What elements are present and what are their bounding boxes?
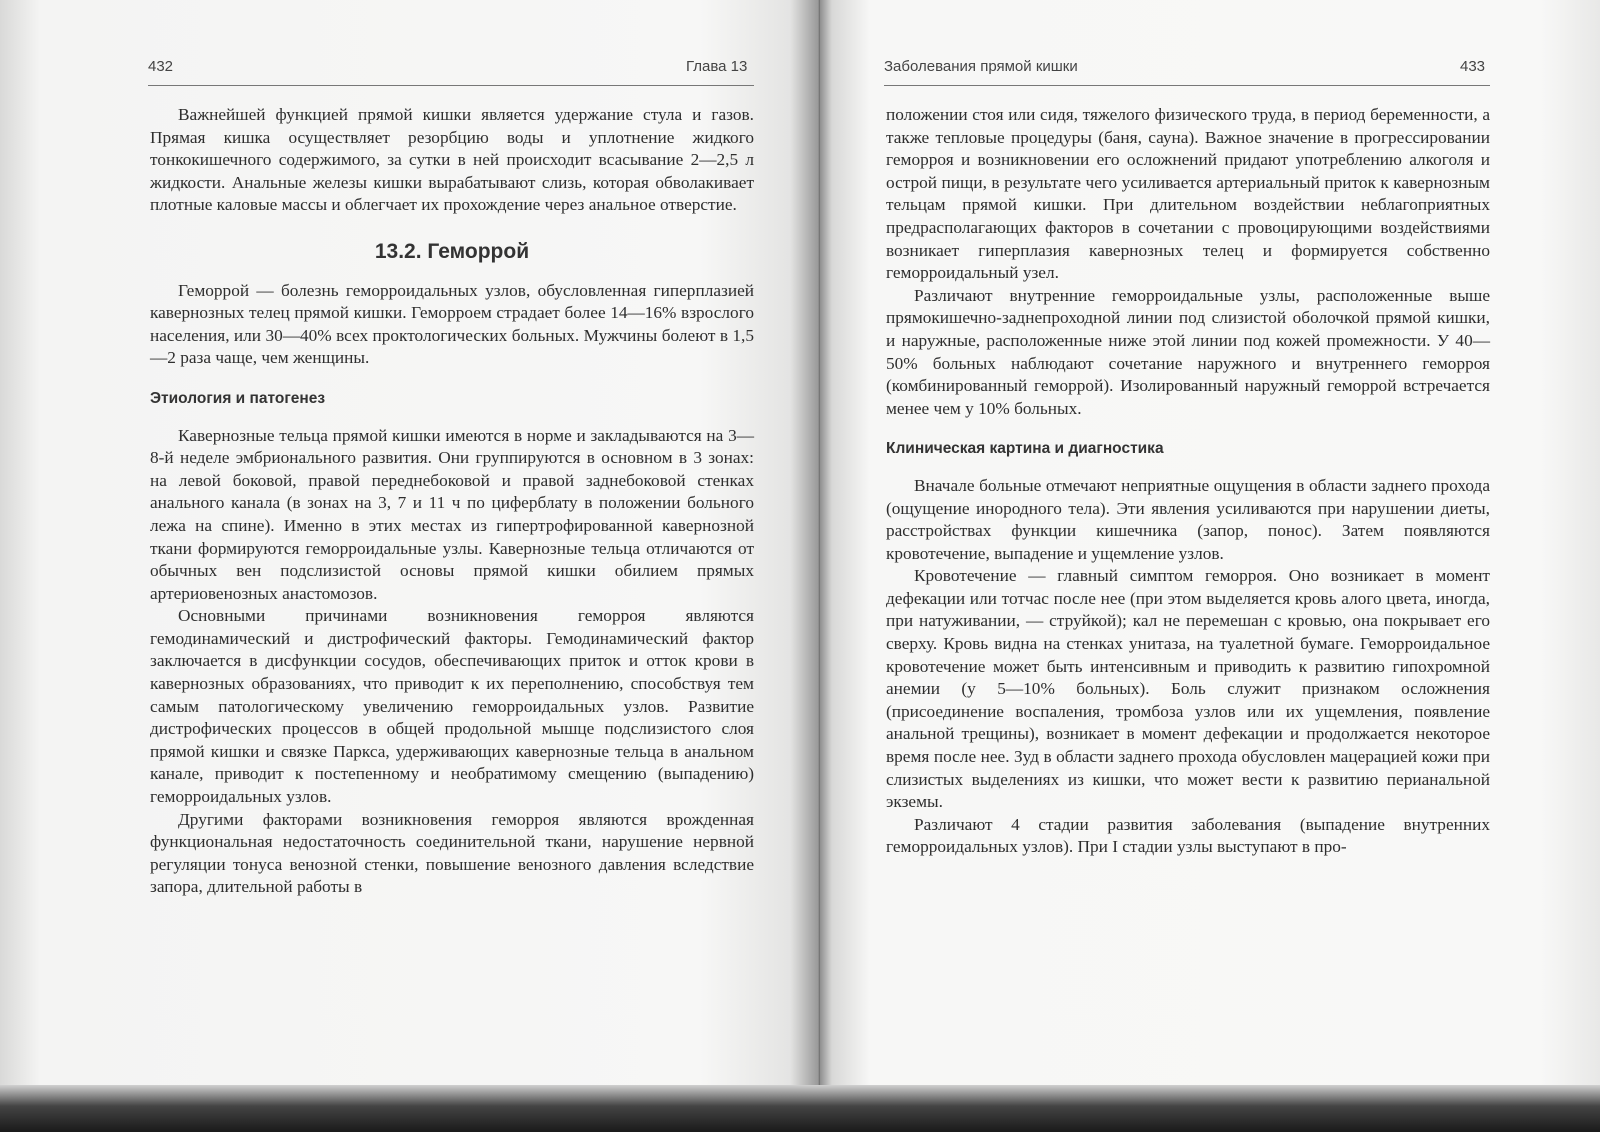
section-title: 13.2. Геморрой bbox=[374, 239, 530, 263]
left-page-body bbox=[150, 104, 754, 899]
subsection-title-clinical: Клиническая картина и диагностика bbox=[886, 440, 1164, 458]
header-rule-left bbox=[148, 85, 754, 86]
section-paragraph: Геморрой — болезнь геморроидальных узлов, обусловленная гиперплазией кавернозных телец прямой кишки. Геморроем страдает более 14—16% взрослого населения, или 30—40% всех проктологических больных. Мужчины болеют в 1,5—2 раза чаще, чем женщины. bbox=[150, 280, 754, 368]
left-page bbox=[0, 0, 820, 1100]
subsection-title-etiology: Этиология и патогенез bbox=[150, 389, 326, 407]
header-rule-right bbox=[884, 85, 1490, 86]
paragraph-internal-external: Различают внутренние геморроидальные узлы, расположенные выше прямокишечно-заднепроходной линии под слизистой оболочкой прямой кишки, и наружные, расположенные ниже этой линии под кожей промежности. У 40—50% больных наблюдают сочетание наружного и внутреннего геморроя (комбинированный геморрой). Изолированный наружный геморрой встречается менее чем у 10% больных. bbox=[886, 285, 1490, 418]
right-page-body bbox=[886, 104, 1490, 859]
clinical-paragraph-2: Кровотечение — главный симптом геморроя. Оно возникает в момент дефекации или тотчас после нее (при этом выделяется кровь алого цвета, иногда, при натуживании, — струйкой); кал не перемешан с кровью, она покрывает его сверху. Кровь видна на стенках унитаза, на туалетной бумаге. Геморроидальное кровотечение может быть интенсивным и приводить к развитию гипохромной анемии (у 5—10% больных). Боль служит признаком осложнения (присоединение воспаления, тромбоза узлов или их ущемления, появление анальной трещины), возникает в момент дефекации и продолжается некоторое время после нее. Зуд в области заднего прохода обусловлен мацерацией кожи при слизистых выделениях из кишки, что может вести к развитию перианальной экземы. bbox=[886, 566, 1490, 812]
page-number-left: 432 bbox=[148, 58, 174, 75]
etiology-paragraph-3: Другими факторами возникновения геморроя являются врожденная функциональная недостаточность соединительной ткани, нарушение нервной регуляции тонуса венозной стенки, повышение венозного давления вследствие запора, длительной работы в bbox=[150, 809, 754, 897]
running-head-title: Заболевания прямой кишки bbox=[884, 58, 1078, 75]
etiology-paragraph-2: Основными причинами возникновения геморроя являются гемодинамический и дистрофический факторы. Гемодинамический фактор заключается в дисфункции сосудов, обеспечивающих приток и отток крови в кавернозных образованиях, что приводит к их переполнению, способствуя тем самым патологическому увеличению геморроидальных узлов. Развитие дистрофических процессов в общей продольной мышце подслизистого слоя прямой кишки и связке Паркса, удерживающих кавернозные тельца в анальном канале, приводит к постепенному и необратимому смещению (выпадению) геморроидальных узлов. bbox=[150, 606, 754, 807]
page-number-right: 433 bbox=[1460, 58, 1486, 75]
clinical-paragraph-3: Различают 4 стадии развития заболевания (выпадение внутренних геморроидальных узлов). При I стадии узлы выступают в про- bbox=[886, 814, 1490, 857]
scan-bottom-shadow bbox=[0, 1085, 1600, 1132]
clinical-paragraph-1: Вначале больные отмечают неприятные ощущения в области заднего прохода (ощущение инородного тела). Эти явления усиливаются при нарушении диеты, расстройствах функции кишечника (запор, понос). Затем появляются кровотечение, выпадение и ущемление узлов. bbox=[886, 475, 1490, 563]
right-page bbox=[820, 0, 1600, 1100]
continued-paragraph: положении стоя или сидя, тяжелого физического труда, в период беременности, а также тепловые процедуры (баня, сауна). Важное значение в прогрессировании геморроя и возникновении его осложнений придают употреблению алкоголя и острой пищи, в результате чего усиливается артериальный приток к кавернозным тельцам прямой кишки. При длительном воздействии неблагоприятных предрасполагающих факторов в сочетании с провоцирующими воздействиями возникает гиперплазия кавернозных телец и формируется собственно геморроидальный узел. bbox=[886, 105, 1490, 283]
running-head-chapter: Глава 13 bbox=[686, 58, 748, 75]
etiology-paragraph-1: Кавернозные тельца прямой кишки имеются в норме и закладываются на 3—8-й неделе эмбрионального развития. Они группируются в основном в 3 зонах: на левой боковой, правой переднебоковой и правой заднебоковой стенках анального канала (в зонах на 3, 7 и 11 ч по циферблату в положении больного лежа на спине). Именно в этих местах из гипертрофированной кавернозной ткани формируются геморроидальные узлы. Кавернозные тельца отличаются от обычных вен подслизистой основы прямой кишки обилием прямых артериовенозных анастомозов. bbox=[150, 425, 754, 603]
intro-paragraph: Важнейшей функцией прямой кишки является удержание стула и газов. Прямая кишка осуществляет резорбцию воды и уплотнение жидкого тонкокишечного содержимого, за сутки в ней происходит всасывание 2—2,5 л жидкости. Анальные железы кишки вырабатывают слизь, которая обволакивает плотные каловые массы и облегчает их прохождение через анальное отверстие. bbox=[150, 105, 754, 215]
